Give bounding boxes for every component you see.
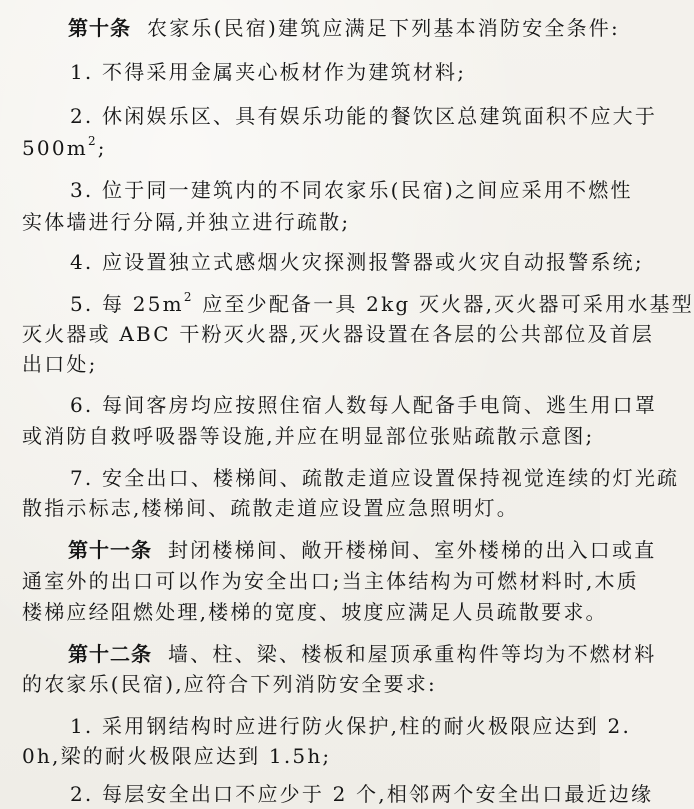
art12-item-1-line-1: 1. 采用钢结构时应进行防火保护,柱的耐火极限应达到 2. bbox=[70, 714, 632, 738]
art10-item-7-line-2: 散指示标志,楼梯间、疏散走道应设置应急照明灯。 bbox=[22, 496, 519, 520]
superscript: 2 bbox=[87, 134, 98, 149]
art10-item-5-line-1 bbox=[70, 290, 694, 318]
article-11-label: 第十一条 bbox=[68, 538, 152, 562]
art10-item-7-line-1: 7. 安全出口、楼梯间、疏散走道应设置保持视觉连续的灯光疏 bbox=[70, 466, 680, 490]
art10-item-5-line-3: 出口处; bbox=[22, 352, 98, 376]
article-11-heading bbox=[68, 536, 656, 564]
article-10-heading bbox=[68, 14, 620, 42]
article-11-line-1: 封闭楼梯间、敞开楼梯间、室外楼梯的出入口或直 bbox=[168, 538, 657, 562]
superscript: 2 bbox=[183, 290, 194, 305]
art10-item-2-line-2 bbox=[22, 134, 107, 162]
article-11-line-3: 楼梯应经阻燃处理,楼梯的宽度、坡度应满足人员疏散要求。 bbox=[22, 600, 608, 624]
article-12-heading bbox=[68, 640, 656, 668]
art10-item-3-line-1: 3. 位于同一建筑内的不同农家乐(民宿)之间应采用不燃性 bbox=[70, 178, 633, 202]
article-12-line-1: 墙、柱、梁、楼板和屋顶承重构件等均为不燃材料 bbox=[168, 642, 657, 666]
item-5-prefix: 5. 每 25m bbox=[70, 292, 184, 316]
article-12-line-2: 的农家乐(民宿),应符合下列消防安全要求: bbox=[22, 672, 437, 696]
art10-item-5-line-2: 灭火器或 ABC 干粉灭火器,灭火器设置在各层的公共部位及首层 bbox=[22, 322, 655, 346]
art10-item-4: 4. 应设置独立式感烟火灾探测报警器或火灾自动报警系统; bbox=[70, 250, 644, 274]
art10-item-1: 1. 不得采用金属夹心板材作为建筑材料; bbox=[70, 60, 467, 84]
punctuation: ; bbox=[97, 136, 107, 160]
art12-item-1-line-2: 0h,梁的耐火极限应达到 1.5h; bbox=[22, 744, 332, 768]
article-11-line-2: 通室外的出口可以作为安全出口;当主体结构为可燃材料时,木质 bbox=[22, 569, 639, 593]
article-10-title: 农家乐(民宿)建筑应满足下列基本消防安全条件: bbox=[147, 16, 620, 40]
art12-item-2-line-1: 2. 每层安全出口不应少于 2 个,相邻两个安全出口最近边缘 bbox=[70, 782, 654, 806]
art10-item-2-line-1: 2. 休闲娱乐区、具有娱乐功能的餐饮区总建筑面积不应大于 bbox=[70, 104, 658, 128]
art10-item-6-line-1: 6. 每间客房均应按照住宿人数每人配备手电筒、逃生用口罩 bbox=[70, 393, 658, 417]
article-10-label: 第十条 bbox=[68, 16, 131, 40]
art10-item-3-line-2: 实体墙进行分隔,并独立进行疏散; bbox=[22, 210, 351, 234]
area-value: 500m bbox=[22, 136, 88, 160]
article-12-label: 第十二条 bbox=[68, 642, 152, 666]
art10-item-6-line-2: 或消防自救呼吸器等设施,并应在明显部位张贴疏散示意图; bbox=[22, 424, 595, 448]
item-5-text: 应至少配备一具 2kg 灭火器,灭火器可采用水基型 bbox=[193, 292, 694, 316]
